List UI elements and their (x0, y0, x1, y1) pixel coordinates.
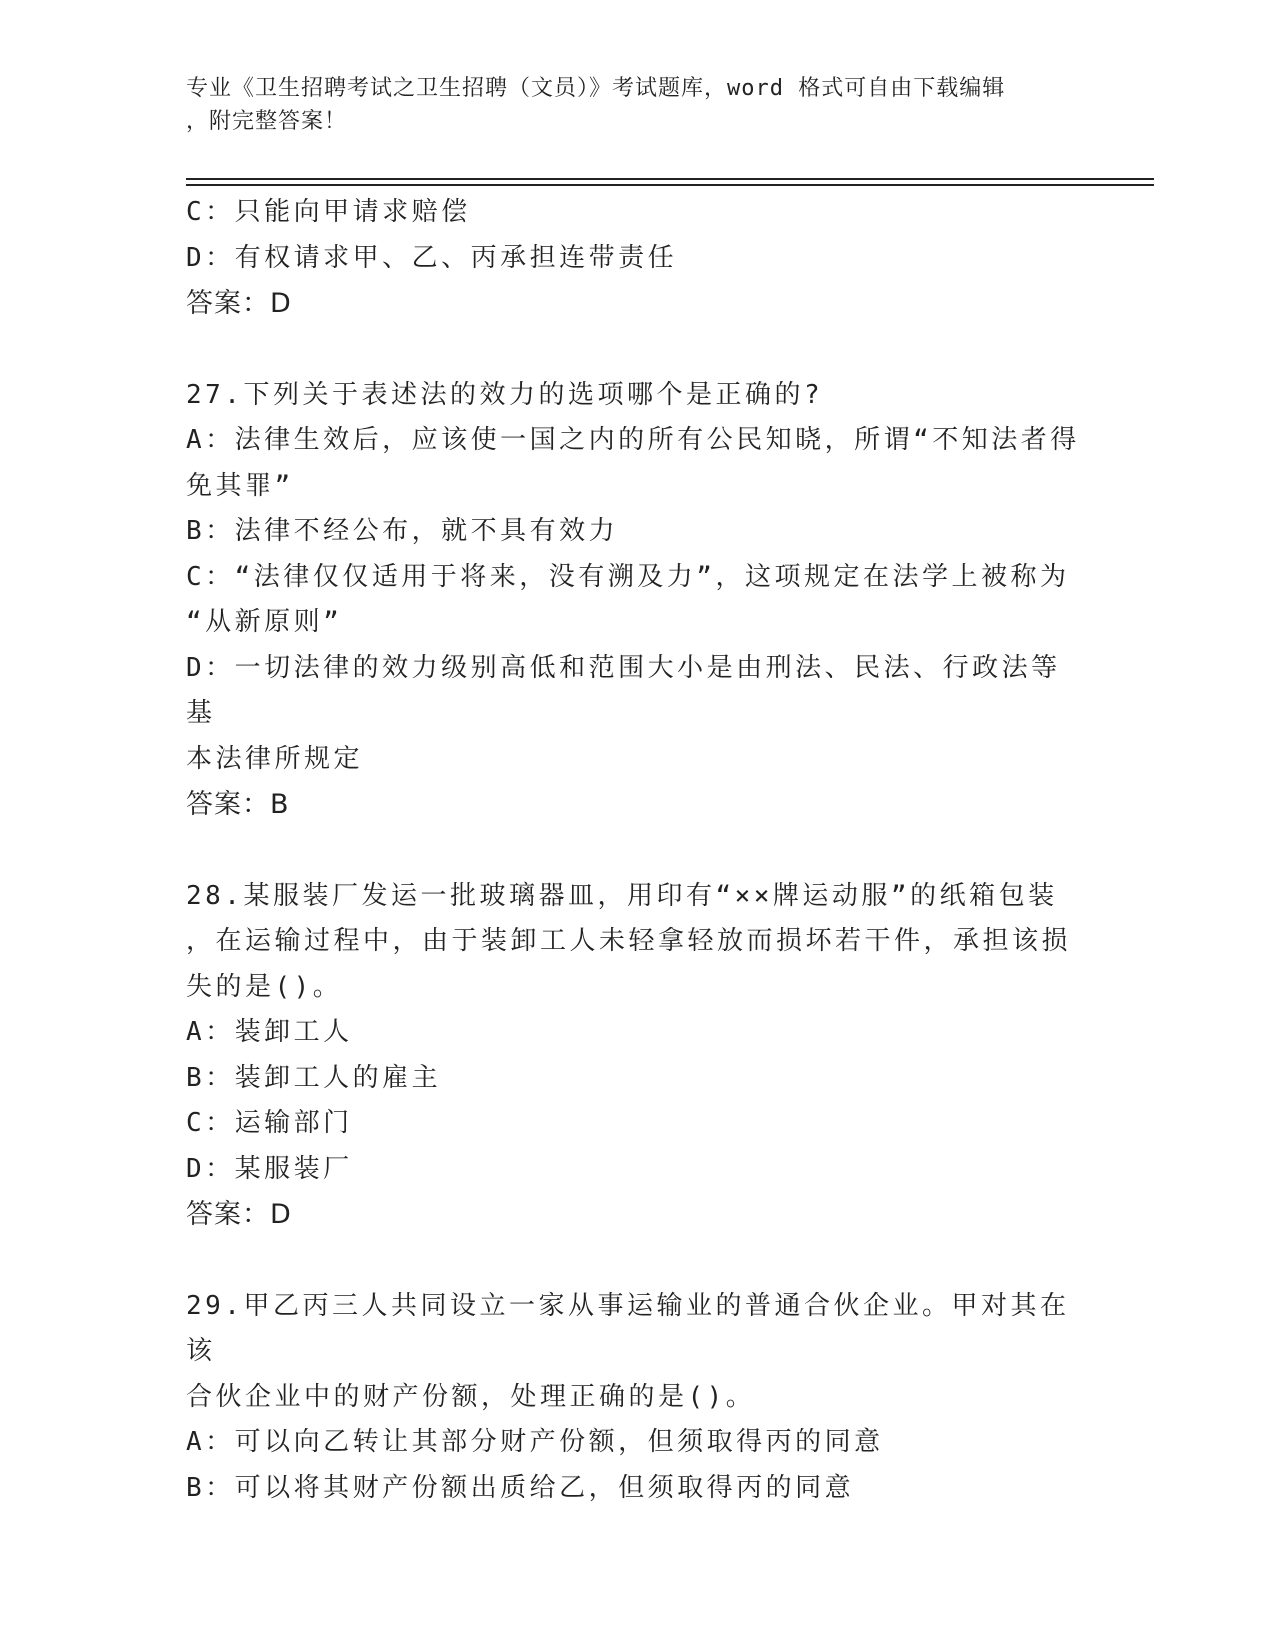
spacer (186, 327, 1086, 373)
question-stem: 28.某服装厂发运一批玻璃器皿，用印有“××牌运动服”的纸箱包装 (186, 880, 1058, 911)
option-d: D：某服装厂 (186, 1153, 353, 1184)
option-a-continued: 免其罪” (186, 470, 294, 501)
question-stem-continued: ，在运输过程中，由于装卸工人未轻拿轻放而损坏若干件，承担该损 (186, 926, 1072, 956)
header-line-2: ，附完整答案！ (186, 109, 348, 134)
question-stem: 29.甲乙丙三人共同设立一家从事运输业的普通合伙企业。甲对其在该 (186, 1290, 1070, 1366)
option-b: B：可以将其财产份额出质给乙，但须取得丙的同意 (186, 1472, 855, 1503)
spacer (186, 828, 1086, 874)
option-a: A：可以向乙转让其部分财产份额，但须取得丙的同意 (186, 1427, 884, 1457)
question-block-29 (186, 1284, 1086, 1512)
option-c: C：运输部门 (186, 1108, 353, 1138)
header-rule-top (186, 178, 1154, 180)
answer: 答案：D (186, 288, 292, 319)
answer: 答案：D (186, 1199, 292, 1230)
option-b: B：法律不经公布，就不具有效力 (186, 516, 619, 546)
option-a: A：法律生效后，应该使一国之内的所有公民知晓，所谓“不知法者得 (186, 425, 1080, 455)
option-d-continued: 本法律所规定 (186, 743, 364, 774)
question-stem: 27.下列关于表述法的效力的选项哪个是正确的? (186, 379, 824, 410)
option-b: B：装卸工人的雇主 (186, 1062, 442, 1093)
spacer (186, 1238, 1086, 1284)
question-block-27 (186, 373, 1086, 828)
question-block-26 (186, 190, 1086, 327)
question-stem-continued: 失的是()。 (186, 971, 343, 1002)
document-header (186, 72, 1086, 138)
question-content (186, 190, 1086, 1511)
question-block-28 (186, 874, 1086, 1238)
header-rule-bottom (186, 184, 1154, 186)
option-d: D：有权请求甲、乙、丙承担连带责任 (186, 242, 678, 273)
option-a: A：装卸工人 (186, 1017, 353, 1047)
option-c: C：“法律仅仅适用于将来，没有溯及力”，这项规定在法学上被称为 (186, 561, 1070, 592)
option-c: C：只能向甲请求赔偿 (186, 197, 471, 227)
question-stem-continued: 合伙企业中的财产份额，处理正确的是()。 (186, 1381, 756, 1412)
header-line-1: 专业《卫生招聘考试之卫生招聘（文员）》考试题库，word 格式可自由下载编辑 (186, 76, 1006, 101)
option-c-continued: “从新原则” (186, 607, 343, 637)
answer: 答案：B (186, 789, 290, 820)
option-d: D：一切法律的效力级别高低和范围大小是由刑法、民法、行政法等基 (186, 652, 1061, 728)
